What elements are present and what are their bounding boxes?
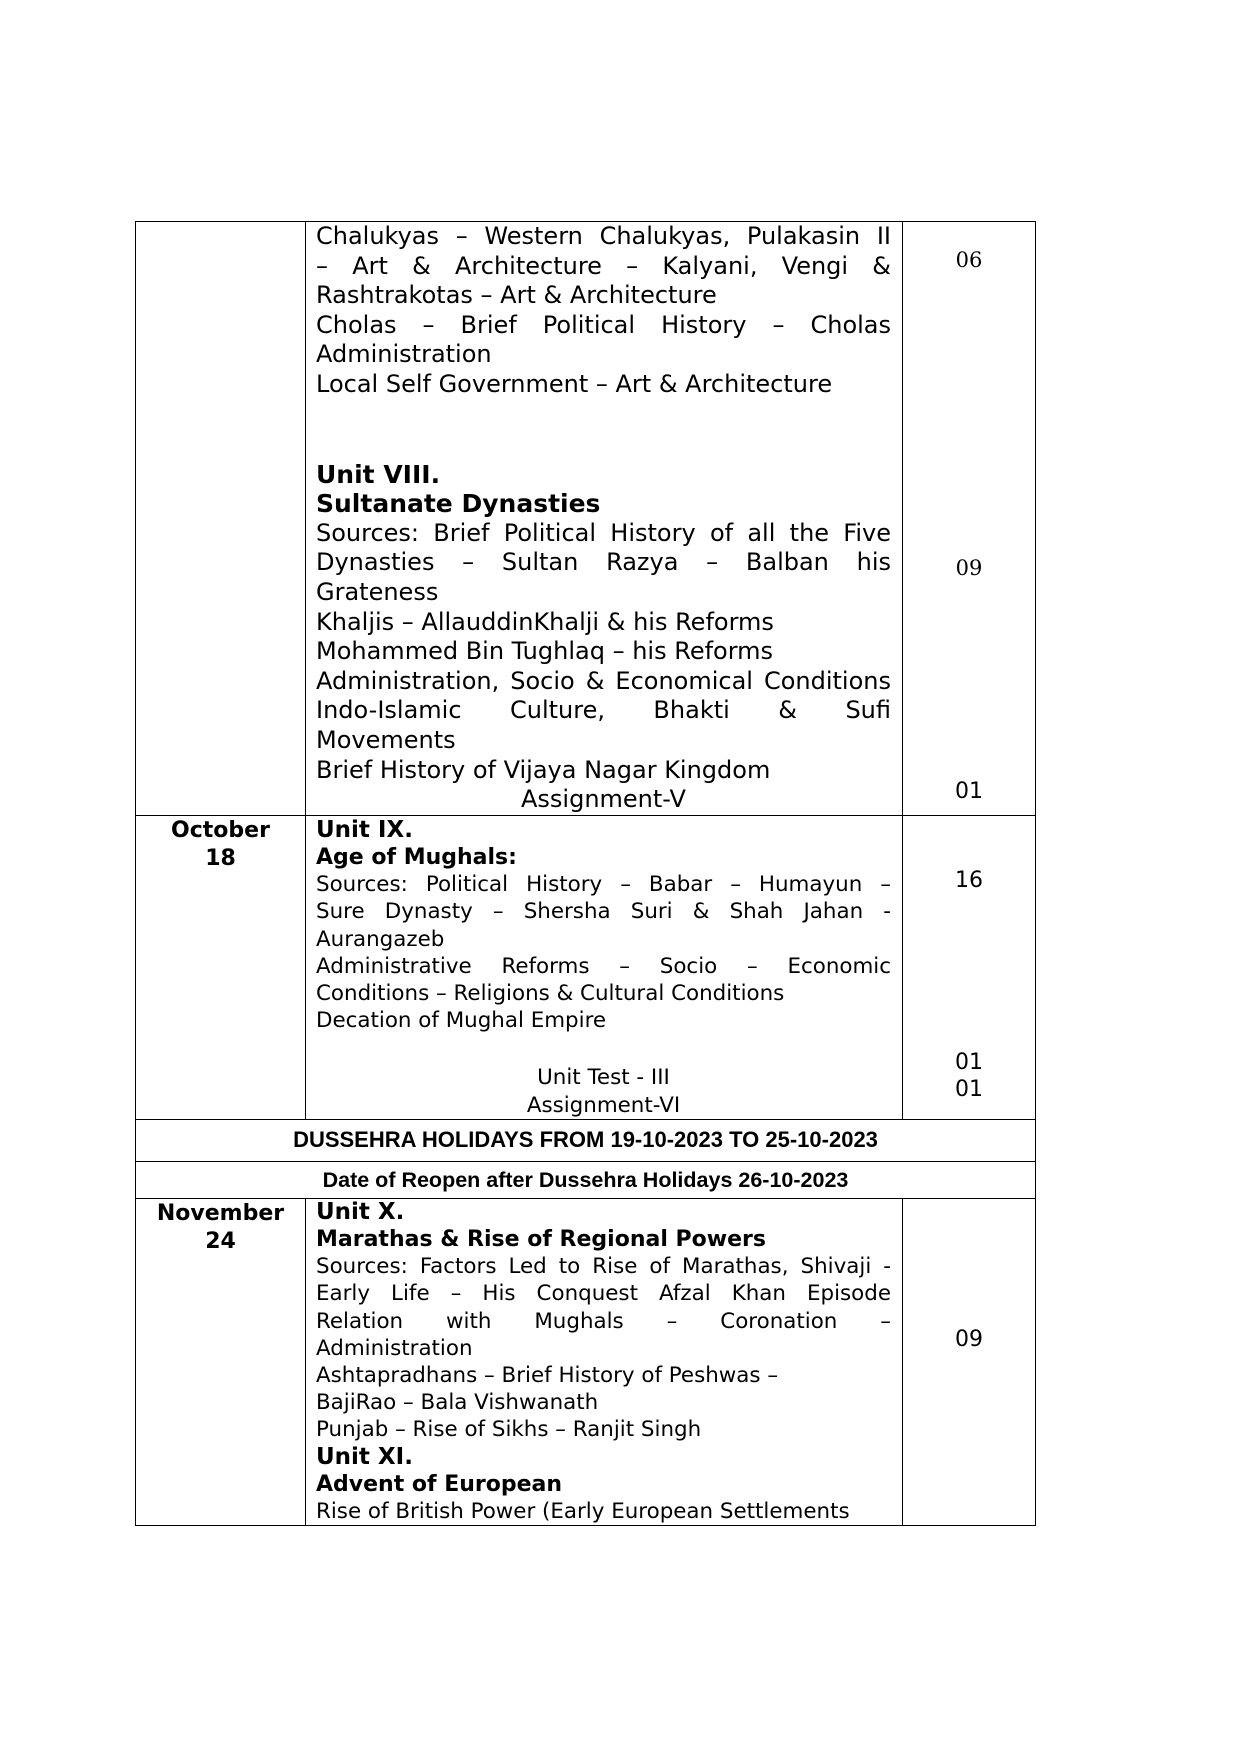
month-days: 18 bbox=[205, 845, 236, 871]
topic-cell bbox=[306, 1198, 903, 1525]
topic-line: Rise of British Power (Early European Settlements bbox=[316, 1498, 850, 1524]
unit-name: Sultanate Dynasties bbox=[316, 489, 601, 519]
topic-line: Relation with Mughals – Coronation – bbox=[316, 1308, 891, 1334]
topic-line: Indo-Islamic Culture, Bhakti & Sufi bbox=[316, 696, 891, 725]
table-row bbox=[136, 815, 1036, 1119]
month-cell bbox=[136, 1198, 306, 1525]
topic-line: Dynasties – Sultan Razya – Balban his bbox=[316, 548, 891, 577]
month-cell bbox=[136, 815, 306, 1119]
unit-name: Marathas & Rise of Regional Powers bbox=[316, 1226, 766, 1252]
topic-line: Movements bbox=[316, 725, 456, 754]
topic-line: Punjab – Rise of Sikhs – Ranjit Singh bbox=[316, 1417, 702, 1443]
hours-value: 01 bbox=[955, 1049, 983, 1075]
reopen-banner: Date of Reopen after Dussehra Holidays 26-10-2023 bbox=[136, 1161, 1036, 1198]
unit-title: Unit X. bbox=[316, 1198, 405, 1225]
topic-line: Conditions – Religions & Cultural Conditions bbox=[316, 980, 785, 1006]
hours-cell bbox=[903, 1198, 1036, 1525]
hours-value: 09 bbox=[955, 556, 983, 580]
hours-cell bbox=[903, 815, 1036, 1119]
topic-line: Ashtapradhans – Brief History of Peshwas – bbox=[316, 1362, 779, 1388]
topic-line: Sources: Brief Political History of all the Five bbox=[316, 518, 891, 547]
topic-line: BajiRao – Bala Vishwanath bbox=[316, 1390, 599, 1416]
unit-name: Advent of European bbox=[316, 1471, 563, 1497]
month-label: November bbox=[156, 1200, 285, 1226]
table-row bbox=[136, 1161, 1036, 1198]
unit-title: Unit IX. bbox=[316, 816, 413, 843]
hours-value: 01 bbox=[955, 779, 983, 804]
unit-title: Unit XI. bbox=[316, 1443, 413, 1470]
topic-line: Mohammed Bin Tughlaq – his Reforms bbox=[316, 637, 774, 666]
syllabus-table bbox=[135, 221, 1036, 1526]
topic-line: Administration bbox=[316, 340, 492, 369]
unit-test-label: Unit Test - III bbox=[537, 1065, 670, 1091]
assignment-label: Assignment-VI bbox=[526, 1092, 681, 1118]
topic-cell bbox=[306, 815, 903, 1119]
month-cell bbox=[136, 222, 306, 816]
topic-cell bbox=[306, 222, 903, 816]
unit-title: Unit VIII. bbox=[316, 459, 441, 489]
holiday-banner: DUSSEHRA HOLIDAYS FROM 19-10-2023 TO 25-10-2023 bbox=[136, 1119, 1036, 1161]
topic-line: Sure Dynasty – Shersha Suri & Shah Jahan - bbox=[316, 899, 891, 925]
topic-line: Aurangazeb bbox=[316, 926, 445, 952]
hours-value: 01 bbox=[955, 1076, 983, 1102]
topic-line: Decation of Mughal Empire bbox=[316, 1008, 607, 1034]
topic-line: Chalukyas – Western Chalukyas, Pulakasin II bbox=[316, 222, 891, 250]
table-row bbox=[136, 1119, 1036, 1161]
topic-line: Administration, Socio & Economical Conditions bbox=[316, 666, 891, 695]
topic-line: – Art & Architecture – Kalyani, Vengi & bbox=[316, 251, 891, 280]
topic-line: Early Life – His Conquest Afzal Khan Episode bbox=[316, 1281, 891, 1307]
topic-line: Grateness bbox=[316, 577, 439, 606]
topic-line: Sources: Factors Led to Rise of Marathas, Shivaji - bbox=[316, 1254, 891, 1280]
table-row bbox=[136, 1198, 1036, 1525]
topic-line: Administration bbox=[316, 1335, 473, 1361]
topic-line: Administrative Reforms – Socio – Economic bbox=[316, 953, 891, 979]
topic-line: Sources: Political History – Babar – Humayun – bbox=[316, 872, 891, 898]
month-days: 24 bbox=[205, 1228, 236, 1254]
syllabus-page bbox=[135, 221, 1035, 1526]
assignment-label: Assignment-V bbox=[521, 785, 686, 814]
hours-value: 09 bbox=[955, 1326, 983, 1352]
hours-value: 16 bbox=[955, 867, 983, 893]
topic-line: Local Self Government – Art & Architecture bbox=[316, 369, 833, 398]
topic-line: Cholas – Brief Political History – Cholas bbox=[316, 310, 891, 339]
topic-line: Khaljis – AllauddinKhalji & his Reforms bbox=[316, 607, 774, 636]
topic-line: Rashtrakotas – Art & Architecture bbox=[316, 281, 717, 310]
hours-cell bbox=[903, 222, 1036, 816]
month-label: October bbox=[171, 817, 270, 843]
topic-line: Brief History of Vijaya Nagar Kingdom bbox=[316, 755, 771, 784]
table-row bbox=[136, 222, 1036, 816]
hours-value: 06 bbox=[955, 248, 983, 272]
unit-name: Age of Mughals: bbox=[316, 844, 517, 870]
